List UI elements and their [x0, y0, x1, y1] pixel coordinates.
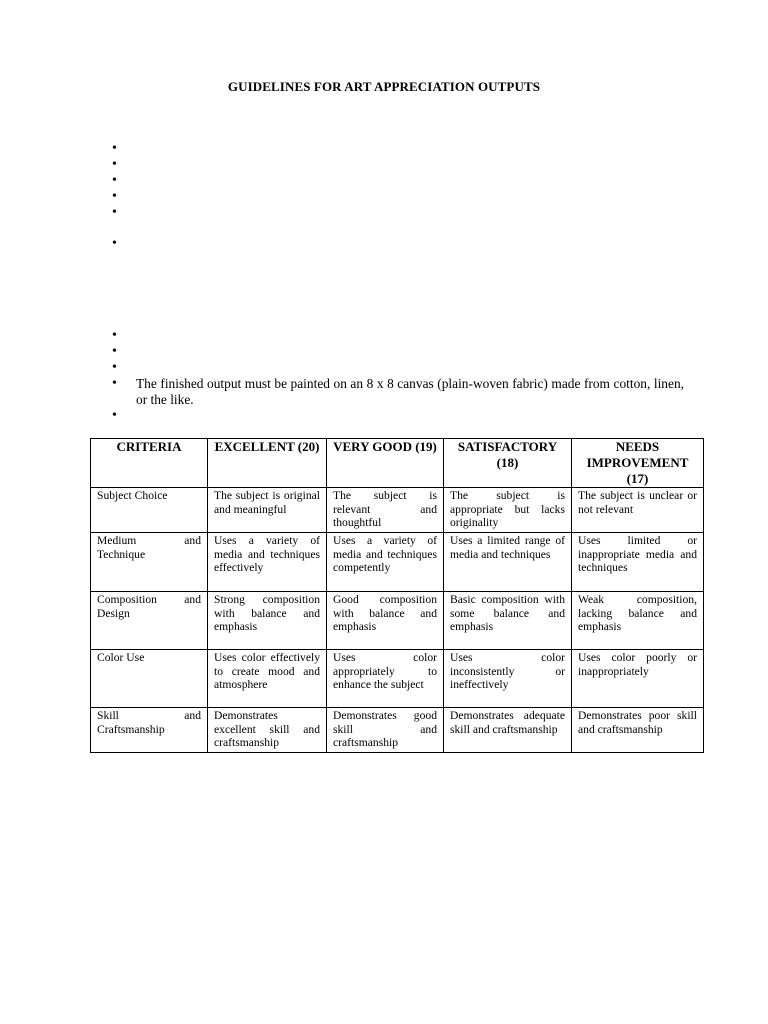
- excellent-cell: The subject is original and meaningful: [208, 488, 327, 533]
- criteria-cell: Skill and Craftsmanship: [91, 708, 208, 753]
- excellent-cell: Demonstrates excellent skill and craftsmanship: [208, 708, 327, 753]
- criteria-cell: Medium and Technique: [91, 533, 208, 592]
- bullet-marker: •: [112, 376, 117, 391]
- criteria-cell: Subject Choice: [91, 488, 208, 533]
- excellent-cell: Uses a variety of media and techniques effectively: [208, 533, 327, 592]
- table-row: [91, 533, 704, 592]
- header-satisfactory: SATISFACTORY (18): [444, 439, 572, 488]
- criteria-cell: Color Use: [91, 650, 208, 708]
- needs-improvement-cell: Demonstrates poor skill and craftsmanship: [572, 708, 704, 753]
- very-good-cell: Demonstrates good skill and craftsmanship: [327, 708, 444, 753]
- very-good-cell: Uses color appropriately to enhance the subject: [327, 650, 444, 708]
- very-good-cell: Uses a variety of media and techniques competently: [327, 533, 444, 592]
- page-title: GUIDELINES FOR ART APPRECIATION OUTPUTS: [227, 79, 541, 94]
- table-row: [91, 708, 704, 753]
- satisfactory-cell: Uses color inconsistently or ineffectively: [444, 650, 572, 708]
- satisfactory-cell: Uses a limited range of media and techniques: [444, 533, 572, 592]
- needs-improvement-cell: Uses color poorly or inappropriately: [572, 650, 704, 708]
- very-good-cell: The subject is relevant and thoughtful: [327, 488, 444, 533]
- needs-improvement-cell: Weak composition, lacking balance and emphasis: [572, 592, 704, 650]
- excellent-cell: Uses color effectively to create mood and atmosphere: [208, 650, 327, 708]
- criteria-cell: Composition and Design: [91, 592, 208, 650]
- bullet-marker: •: [112, 360, 117, 375]
- bullet-marker: •: [112, 157, 117, 172]
- canvas-guideline-text: The finished output must be painted on an 8 x 8 canvas (plain-woven fabric) made from cotton, linen, or the like.: [136, 376, 684, 407]
- bullet-marker: •: [112, 141, 117, 156]
- rubric-table: [90, 438, 704, 753]
- bullet-marker: •: [112, 328, 117, 343]
- satisfactory-cell: Demonstrates adequate skill and craftsmanship: [444, 708, 572, 753]
- excellent-cell: Strong composition with balance and emphasis: [208, 592, 327, 650]
- header-criteria: CRITERIA: [91, 439, 208, 488]
- bullet-marker: •: [112, 236, 117, 251]
- table-row: [91, 592, 704, 650]
- bullet-marker: •: [112, 189, 117, 204]
- needs-improvement-cell: The subject is unclear or not relevant: [572, 488, 704, 533]
- table-header-row: [91, 439, 704, 488]
- header-excellent: EXCELLENT (20): [208, 439, 327, 488]
- table-row: [91, 488, 704, 533]
- bullet-marker: •: [112, 205, 117, 220]
- satisfactory-cell: Basic composition with some balance and emphasis: [444, 592, 572, 650]
- very-good-cell: Good composition with balance and emphasis: [327, 592, 444, 650]
- bullet-marker: •: [112, 408, 117, 423]
- header-needs-improvement: NEEDS IMPROVEMENT (17): [572, 439, 704, 488]
- header-very-good: VERY GOOD (19): [327, 439, 444, 488]
- table-row: [91, 650, 704, 708]
- bullet-marker: •: [112, 173, 117, 188]
- bullet-marker: •: [112, 344, 117, 359]
- satisfactory-cell: The subject is appropriate but lacks originality: [444, 488, 572, 533]
- needs-improvement-cell: Uses limited or inappropriate media and techniques: [572, 533, 704, 592]
